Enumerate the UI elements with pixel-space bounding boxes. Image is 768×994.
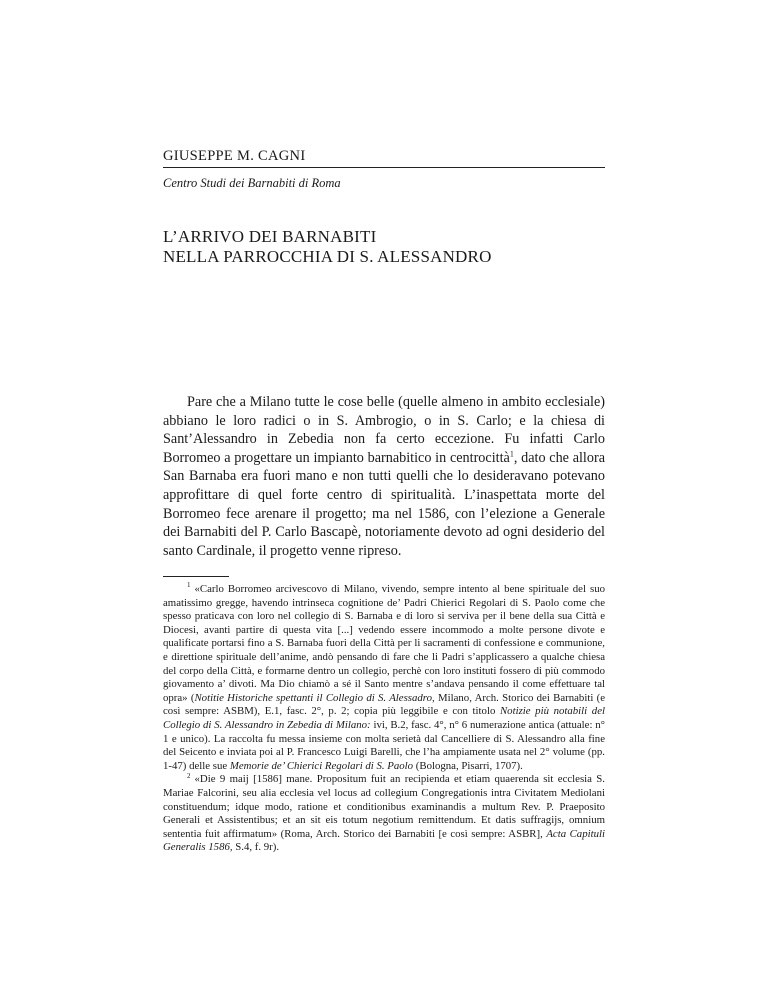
footnote-2-text-a: «Die 9 maij [1586] mane. Propositum fuit an recipienda et etiam quaerenda sit ecclesia S. Mariae Falcorini, seu alia ecclesia vel locus ad collegium Congregationis intra Civitatem Mediolani constituendum; idque modo, ratione et conditionibus examinandis a multum Rev. P. Praeposito Generali et Assistentibus; et an sit eis totum negotium remittendum. Et datis suffragijs, omnium sententia fuit affirmatum» (Roma, Arch. Storico dei Barnabiti [e così sempre: ASBR], xyxy=(163,773,605,840)
footnote-1-italic-a: Notitie Historiche spettanti il Collegio di S. Alessadro, xyxy=(194,691,435,704)
footnote-2-text-b: S.4, f. 9r). xyxy=(232,841,280,854)
author-name: GIUSEPPE M. CAGNI xyxy=(163,148,306,164)
footnote-1-text-a: «Carlo Borromeo arcivescovo di Milano, vivendo, sempre intento al bene spirituale del suo amatissimo gregge, havendo intrinseca cognitione de’ Padri Chierici Regolari di S. Paolo come che spesso praticava con loro nel collegio di S. Barnaba e di loro si serviva per il bene della sua Città e Diocesi, avanti partire di questa vita [...] vedendo essere incommodo a molte persone divote e qualificate portarsi fino a S. Barnaba fuori della Città per li sacramenti di confessione e communione, e direttione spirituale dell’anime, andò pensando di fare che li Padri s’applicassero a qualche chiesa del corpo della Città, e formarne dentro un collegio, perchè con loro instituti fossero di più commodo giovamento a’ divoti. Ma Dio chiamò a sé il Santo mentre s’andava pensando il come effettuare tal opra» ( xyxy=(163,583,605,704)
footnote-separator xyxy=(163,576,229,577)
article-page xyxy=(163,0,605,994)
body-text-part-2: , dato che allora San Barnaba era fuori mano e non tutti quelli che lo desideravano potevano approfittare di quel forte centro di spiritualità. L’inaspettata morte del Borromeo fece arenare il progetto; ma nel 1586, con l’elezione a Generale dei Barnabiti del P. Carlo Bascapè, notoriamente devoto ad ogni desiderio del santo Cardinale, il progetto venne ripreso. xyxy=(163,449,605,559)
footnotes xyxy=(163,583,605,855)
body-paragraph xyxy=(163,393,605,560)
footnote-1-mark: 1 xyxy=(187,581,191,590)
footnote-ref-1[interactable]: 1 xyxy=(509,449,514,459)
footnote-1-text-b: Milano, Arch. Storico dei Barnabiti (e così sempre: ASBM), E.1, fasc. 2°, p. 2; copia più leggibile e con titolo xyxy=(163,691,605,718)
body-text-part-1: Pare che a Milano tutte le cose belle (quelle almeno in ambito ecclesiale) abbiano le loro radici o in S. Ambrogio, o in S. Carlo; e la chiesa di Sant’Alessandro in Zebedia non fa certo eccezione. Fu infatti Carlo Borromeo a progettare un impianto barnabitico in centrocittà xyxy=(163,394,605,466)
article-title xyxy=(163,227,492,267)
footnote-1-text-d: (Bologna, Pisarri, 1707). xyxy=(413,759,523,772)
header-rule xyxy=(163,167,605,168)
footnote-1-italic-c: Memorie de’ Chierici Regolari di S. Paolo xyxy=(229,759,414,772)
footnote-2 xyxy=(163,773,605,855)
footnote-2-italic-a: Acta Capituli Generalis 1586, xyxy=(163,827,605,854)
article-title-line-1: L’ARRIVO DEI BARNABITI xyxy=(163,227,377,246)
footnote-2-mark: 2 xyxy=(187,771,191,780)
footnote-1 xyxy=(163,583,605,773)
article-title-line-2: NELLA PARROCCHIA DI S. ALESSANDRO xyxy=(163,247,492,266)
footnote-1-italic-b: Notizie più notabili del Collegio di S. Alessandro in Zebedia di Milano: xyxy=(163,705,605,731)
footnote-1-text-c: ivi, B.2, fasc. 4°, n° 6 numerazione antica (attuale: n° 1 e unico). La raccolta fu messa insieme con molta serietà dal Cancelliere di S. Alessandro alla fine del Seicento e inviata poi al P. Francesco Luigi Barelli, che l’ha ampiamente usata nel 2° volume (pp. 1-47) delle sue xyxy=(163,718,605,772)
author-affiliation: Centro Studi dei Barnabiti di Roma xyxy=(163,176,341,190)
